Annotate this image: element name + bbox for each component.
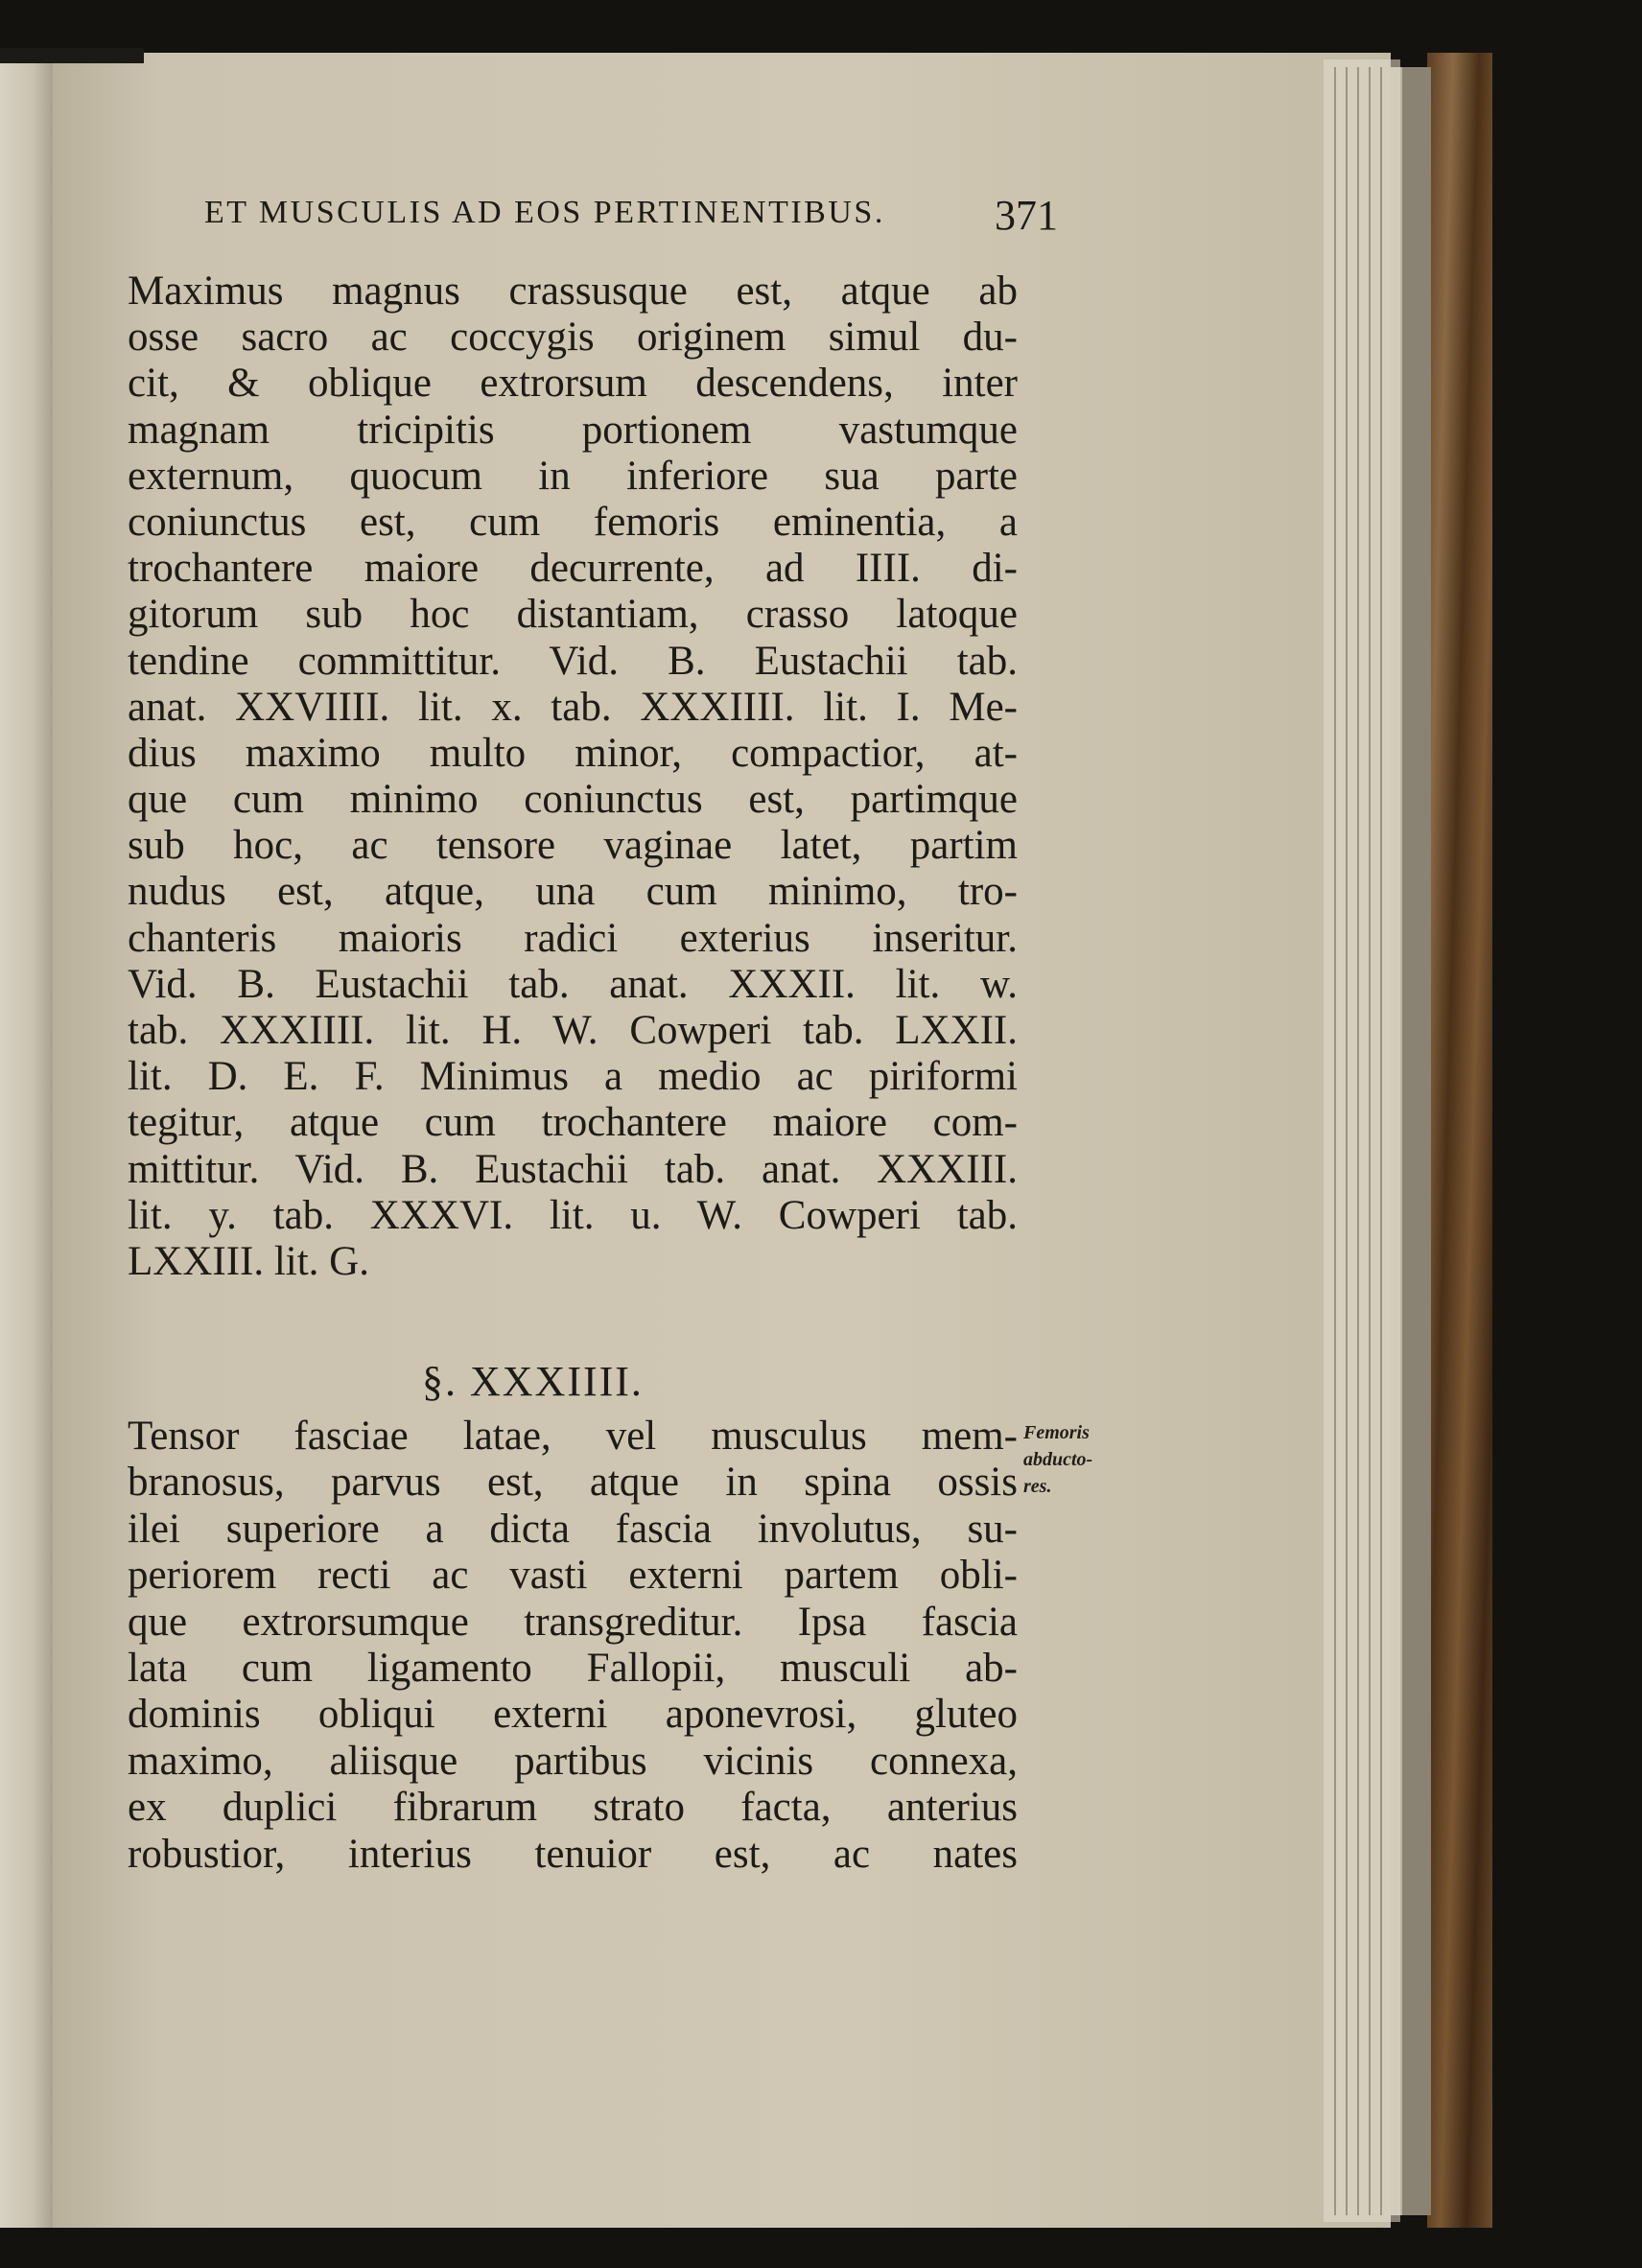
text-line: lit. y. tab. XXXVI. lit. u. W. Cowperi tab. xyxy=(128,1192,1018,1238)
text-line: mittitur. Vid. B. Eustachii tab. anat. XXXIII. xyxy=(128,1146,1018,1192)
text-line: sub hoc, ac tensore vaginae latet, partim xyxy=(128,823,1018,869)
text-line: que extrorsumque transgreditur. Ipsa fascia xyxy=(128,1599,1018,1645)
text-line: coniunctus est, cum femoris eminentia, a xyxy=(128,499,1018,545)
text-line: chanteris maioris radici exterius inseritur. xyxy=(128,915,1018,961)
text-line: branosus, parvus est, atque in spina ossis xyxy=(128,1460,1018,1506)
text-line: lata cum ligamento Fallopii, musculi ab- xyxy=(128,1645,1018,1691)
text-line: dius maximo multo minor, compactior, at- xyxy=(128,730,1018,776)
text-line: osse sacro ac coccygis originem simul du- xyxy=(128,315,1018,361)
margin-note xyxy=(1023,1419,1114,1500)
text-line: ilei superiore a dicta fascia involutus, su- xyxy=(128,1506,1018,1552)
text-line: periorem recti ac vasti externi partem obli- xyxy=(128,1553,1018,1599)
text-line: ex duplici fibrarum strato facta, anterius xyxy=(128,1785,1018,1831)
running-head-title: ET MUSCULIS AD EOS PERTINENTIBUS. xyxy=(204,195,885,230)
paragraph-tensor-fasciae xyxy=(128,1414,1018,1878)
margin-note-line: abducto- xyxy=(1023,1449,1093,1470)
text-line: anat. XXVIIII. lit. x. tab. XXXIIII. lit. I. Me- xyxy=(128,684,1018,730)
left-page-edge xyxy=(0,53,56,2228)
text-line: dominis obliqui externi aponevrosi, gluteo xyxy=(128,1692,1018,1738)
margin-note-line: res. xyxy=(1023,1476,1052,1497)
paragraph-muscles-gluteal xyxy=(128,269,1018,1285)
section-heading: §. XXXIIII. xyxy=(422,1358,644,1405)
text-line: tendine committitur. Vid. B. Eustachii tab. xyxy=(128,638,1018,684)
text-line: Maximus magnus crassusque est, atque ab xyxy=(128,269,1018,314)
text-line: nudus est, atque, una cum minimo, tro- xyxy=(128,869,1018,915)
text-line: Vid. B. Eustachii tab. anat. XXXII. lit. w. xyxy=(128,961,1018,1007)
text-line: cit, & oblique extrorsum descendens, inter xyxy=(128,361,1018,407)
text-line: lit. D. E. F. Minimus a medio ac piriformi xyxy=(128,1054,1018,1100)
text-line: maximo, aliisque partibus vicinis connexa, xyxy=(128,1738,1018,1784)
margin-note-line: Femoris xyxy=(1023,1422,1090,1443)
text-line: LXXIII. lit. G. xyxy=(128,1238,369,1284)
page-number: 371 xyxy=(995,192,1058,239)
text-line: Tensor fasciae latae, vel musculus mem- xyxy=(128,1414,1018,1459)
text-line: tab. XXXIIII. lit. H. W. Cowperi tab. LXXII. xyxy=(128,1008,1018,1053)
text-line: que cum minimo coniunctus est, partimque xyxy=(128,777,1018,823)
text-line: robustior, interius tenuior est, ac nates xyxy=(128,1831,1018,1877)
text-line: gitorum sub hoc distantiam, crasso latoque xyxy=(128,592,1018,638)
text-line: trochantere maiore decurrente, ad IIII. di- xyxy=(128,546,1018,592)
marbled-cover-edge xyxy=(1427,53,1492,2228)
text-line: externum, quocum in inferiore sua parte xyxy=(128,453,1018,499)
text-line: magnam tricipitis portionem vastumque xyxy=(128,407,1018,453)
running-header xyxy=(204,191,1058,239)
text-line: tegitur, atque cum trochantere maiore com- xyxy=(128,1100,1018,1146)
